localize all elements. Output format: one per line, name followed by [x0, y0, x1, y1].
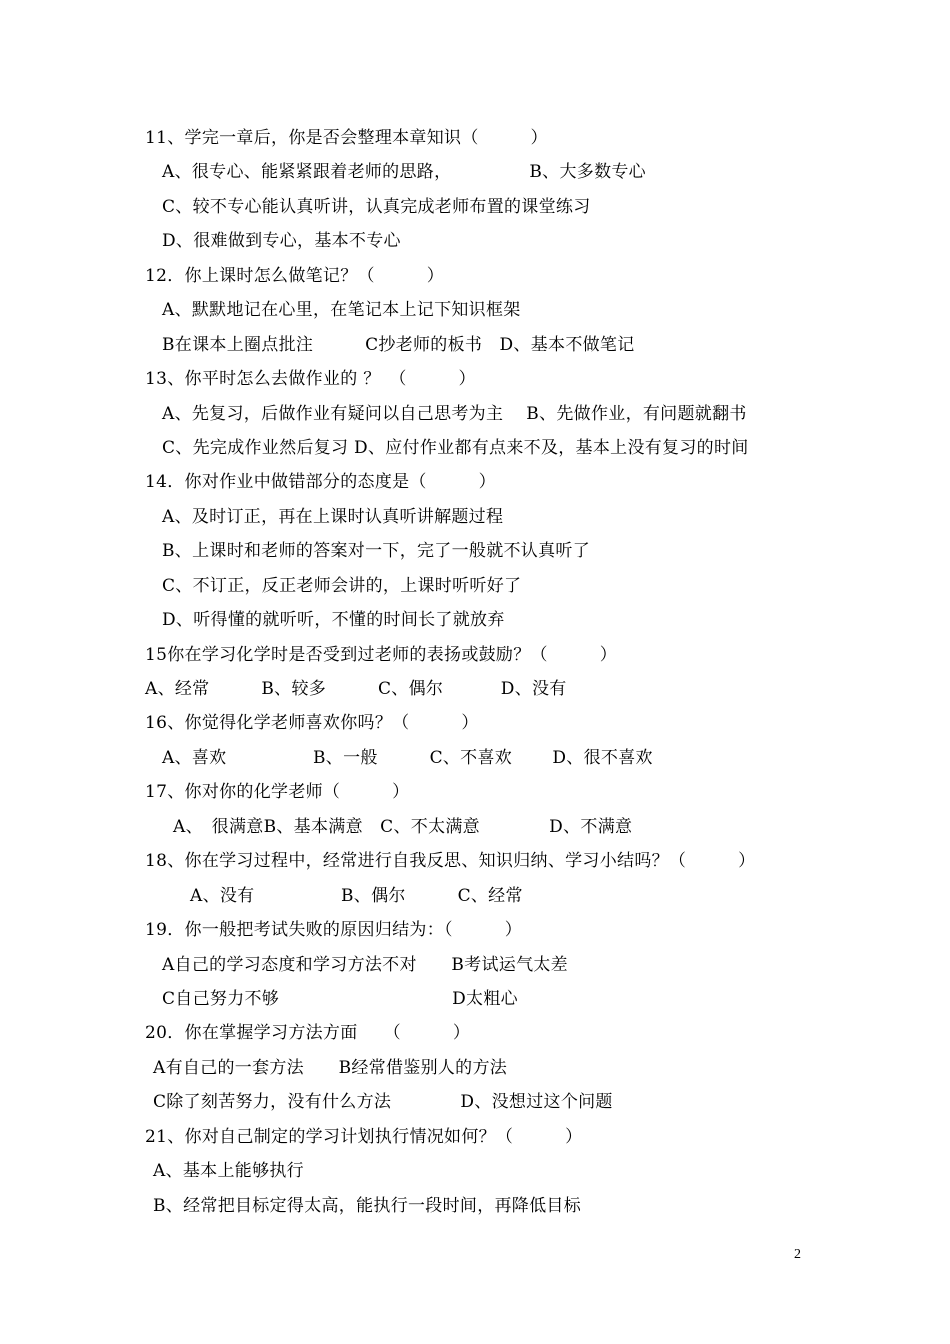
question-17: 17、你对你的化学老师（ ） [145, 782, 410, 803]
option-line: A、先复习，后做作业有疑问以自己思考为主 B、先做作业，有问题就翻书 [162, 403, 747, 424]
option-line: C、不订正，反正老师会讲的，上课时听听好了 [162, 575, 522, 596]
option-line: D、听得懂的就听听，不懂的时间长了就放弃 [162, 610, 505, 631]
option-line: C、先完成作业然后复习 D、应付作业都有点来不及，基本上没有复习的时间 [162, 437, 749, 458]
question-19: 19．你一般把考试失败的原因归结为：（ ） [145, 920, 523, 941]
question-16: 16、你觉得化学老师喜欢你吗？（ ） [145, 713, 479, 734]
option-line: C自己努力不够 D太粗心 [162, 988, 518, 1009]
question-21: 21、你对自己制定的学习计划执行情况如何？（ ） [145, 1126, 583, 1147]
question-20: 20．你在掌握学习方法方面 （ ） [145, 1023, 471, 1044]
page-number: 2 [794, 1247, 801, 1262]
question-11: 11、学完一章后，你是否会整理本章知识（ ） [145, 128, 548, 148]
option-line: C除了刻苦努力，没有什么方法 D、没想过这个问题 [153, 1092, 613, 1113]
option-line: B、上课时和老师的答案对一下，完了一般就不认真听了 [162, 541, 590, 562]
question-14: 14．你对作业中做错部分的态度是（ ） [145, 472, 496, 493]
option-line: B、经常把目标定得太高，能执行一段时间，再降低目标 [153, 1195, 581, 1216]
option-line: A、默默地记在心里，在笔记本上记下知识框架 [162, 300, 521, 321]
option-line: A自己的学习态度和学习方法不对 B考试运气太差 [162, 954, 568, 975]
option-line: A、基本上能够执行 [153, 1161, 304, 1182]
question-13: 13、你平时怎么去做作业的 ？ （ ） [145, 369, 476, 390]
option-line: A、很专心、能紧紧跟着老师的思路， B、大多数专心 [162, 162, 646, 183]
option-line: A、及时订正，再在上课时认真听讲解题过程 [162, 506, 504, 527]
question-18: 18、你在学习过程中，经常进行自我反思、知识归纳、学习小结吗？（ ） [145, 851, 756, 872]
option-line: D、很难做到专心，基本不专心 [162, 231, 401, 252]
option-line: A、喜欢 B、一般 C、不喜欢 D、很不喜欢 [162, 747, 653, 768]
option-line: A有自己的一套方法 B经常借鉴别人的方法 [153, 1057, 508, 1078]
question-12: 12．你上课时怎么做笔记？（ ） [145, 265, 445, 286]
option-line: A、没有 B、偶尔 C、经常 [190, 885, 523, 906]
questionnaire-body [145, 121, 825, 1223]
question-15: 15你在学习化学时是否受到过老师的表扬或鼓励？（ ） [145, 644, 618, 665]
option-line: A、 很满意B、基本满意 C、不太满意 D、不满意 [173, 816, 633, 837]
option-line: A、经常 B、较多 C、偶尔 D、没有 [145, 679, 567, 699]
option-line: C、较不专心能认真听讲，认真完成老师布置的课堂练习 [162, 196, 591, 217]
option-line: B在课本上圈点批注 C抄老师的板书 D、基本不做笔记 [162, 334, 635, 355]
